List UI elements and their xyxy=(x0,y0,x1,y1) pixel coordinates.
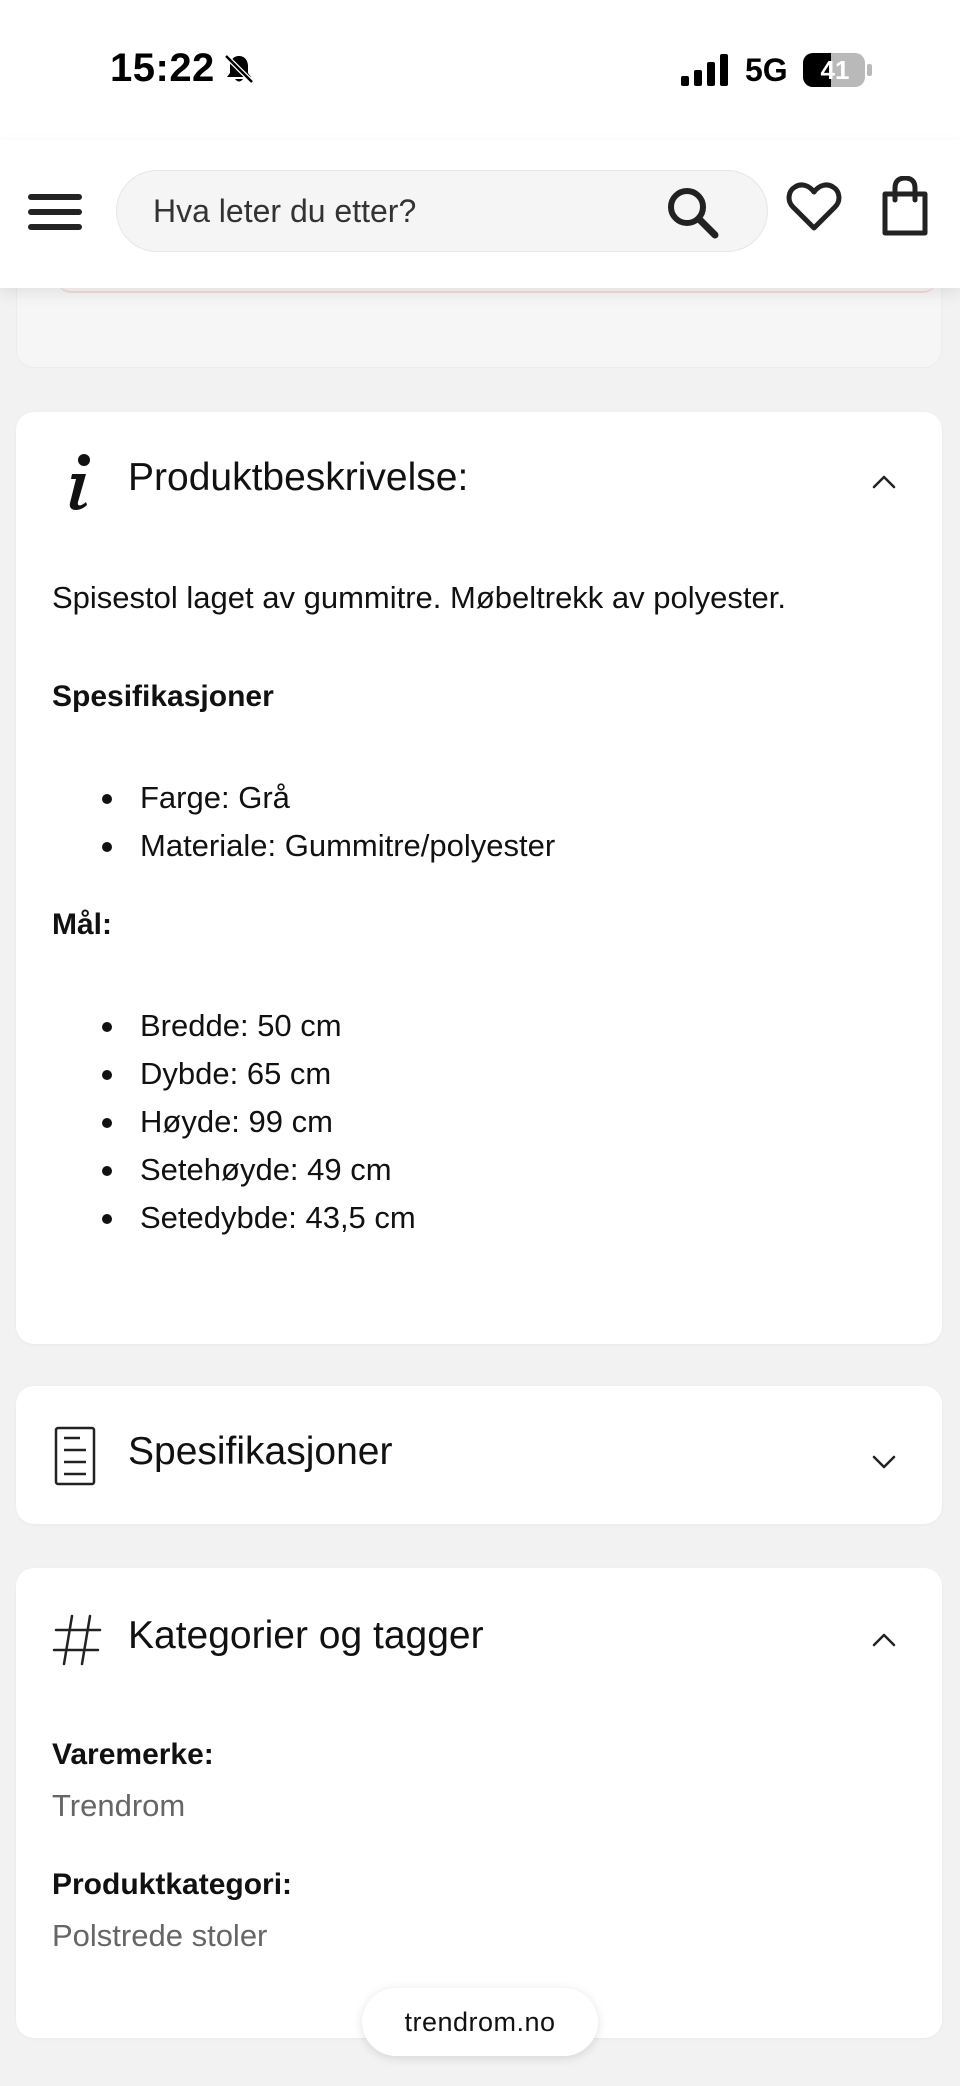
list-item: Farge: Grå xyxy=(52,774,555,822)
search-bar xyxy=(116,170,768,252)
product-description-title: Produktbeskrivelse: xyxy=(128,456,469,499)
brand-link[interactable]: Trendrom xyxy=(52,1788,186,1823)
document-icon xyxy=(50,1426,106,1486)
list-item: Setehøyde: 49 cm xyxy=(52,1146,416,1194)
bell-muted-icon xyxy=(222,52,256,86)
dimensions-list xyxy=(52,1002,416,1242)
list-item: Materiale: Gummitre/polyester xyxy=(52,822,555,870)
search-input[interactable] xyxy=(153,171,673,251)
product-description-card xyxy=(16,412,942,1344)
categories-card xyxy=(16,1568,942,2038)
product-description-text: Spisestol laget av gummitre. Møbeltrekk av polyester. xyxy=(52,580,786,615)
spec-list xyxy=(52,774,555,870)
specifications-card xyxy=(16,1386,942,1524)
spec-heading: Spesifikasjoner xyxy=(52,680,274,713)
product-category-link[interactable]: Polstrede stoler xyxy=(52,1918,268,1953)
list-item: Setedybde: 43,5 cm xyxy=(52,1194,416,1242)
chevron-up-icon[interactable] xyxy=(870,1626,898,1654)
list-item: Høyde: 99 cm xyxy=(52,1098,416,1146)
categories-header[interactable] xyxy=(16,1568,942,1708)
chevron-up-icon[interactable] xyxy=(870,468,898,496)
info-icon xyxy=(50,452,106,512)
list-item: Bredde: 50 cm xyxy=(52,1002,416,1050)
status-time: 15:22 xyxy=(110,46,215,90)
categories-title: Kategorier og tagger xyxy=(128,1614,484,1657)
specifications-title: Spesifikasjoner xyxy=(128,1430,393,1473)
hamburger-menu-icon[interactable] xyxy=(28,192,82,232)
network-type: 5G xyxy=(745,52,788,88)
brand-label: Varemerke: xyxy=(52,1738,214,1771)
shopping-bag-icon[interactable] xyxy=(880,176,930,236)
chevron-down-icon[interactable] xyxy=(870,1448,898,1476)
status-bar xyxy=(0,0,960,140)
search-icon[interactable] xyxy=(665,185,721,241)
dimensions-heading: Mål: xyxy=(52,908,112,941)
product-category-label: Produktkategori: xyxy=(52,1868,293,1901)
product-description-header[interactable] xyxy=(16,412,942,552)
list-item: Dybde: 65 cm xyxy=(52,1050,416,1098)
hashtag-icon xyxy=(50,1610,106,1670)
heart-icon[interactable] xyxy=(786,180,842,234)
signal-strength-icon xyxy=(680,54,730,86)
specifications-header[interactable] xyxy=(16,1386,942,1524)
browser-url-pill[interactable]: trendrom.no xyxy=(362,1988,598,2056)
site-header xyxy=(0,140,960,288)
battery-level: 41 xyxy=(820,55,850,85)
